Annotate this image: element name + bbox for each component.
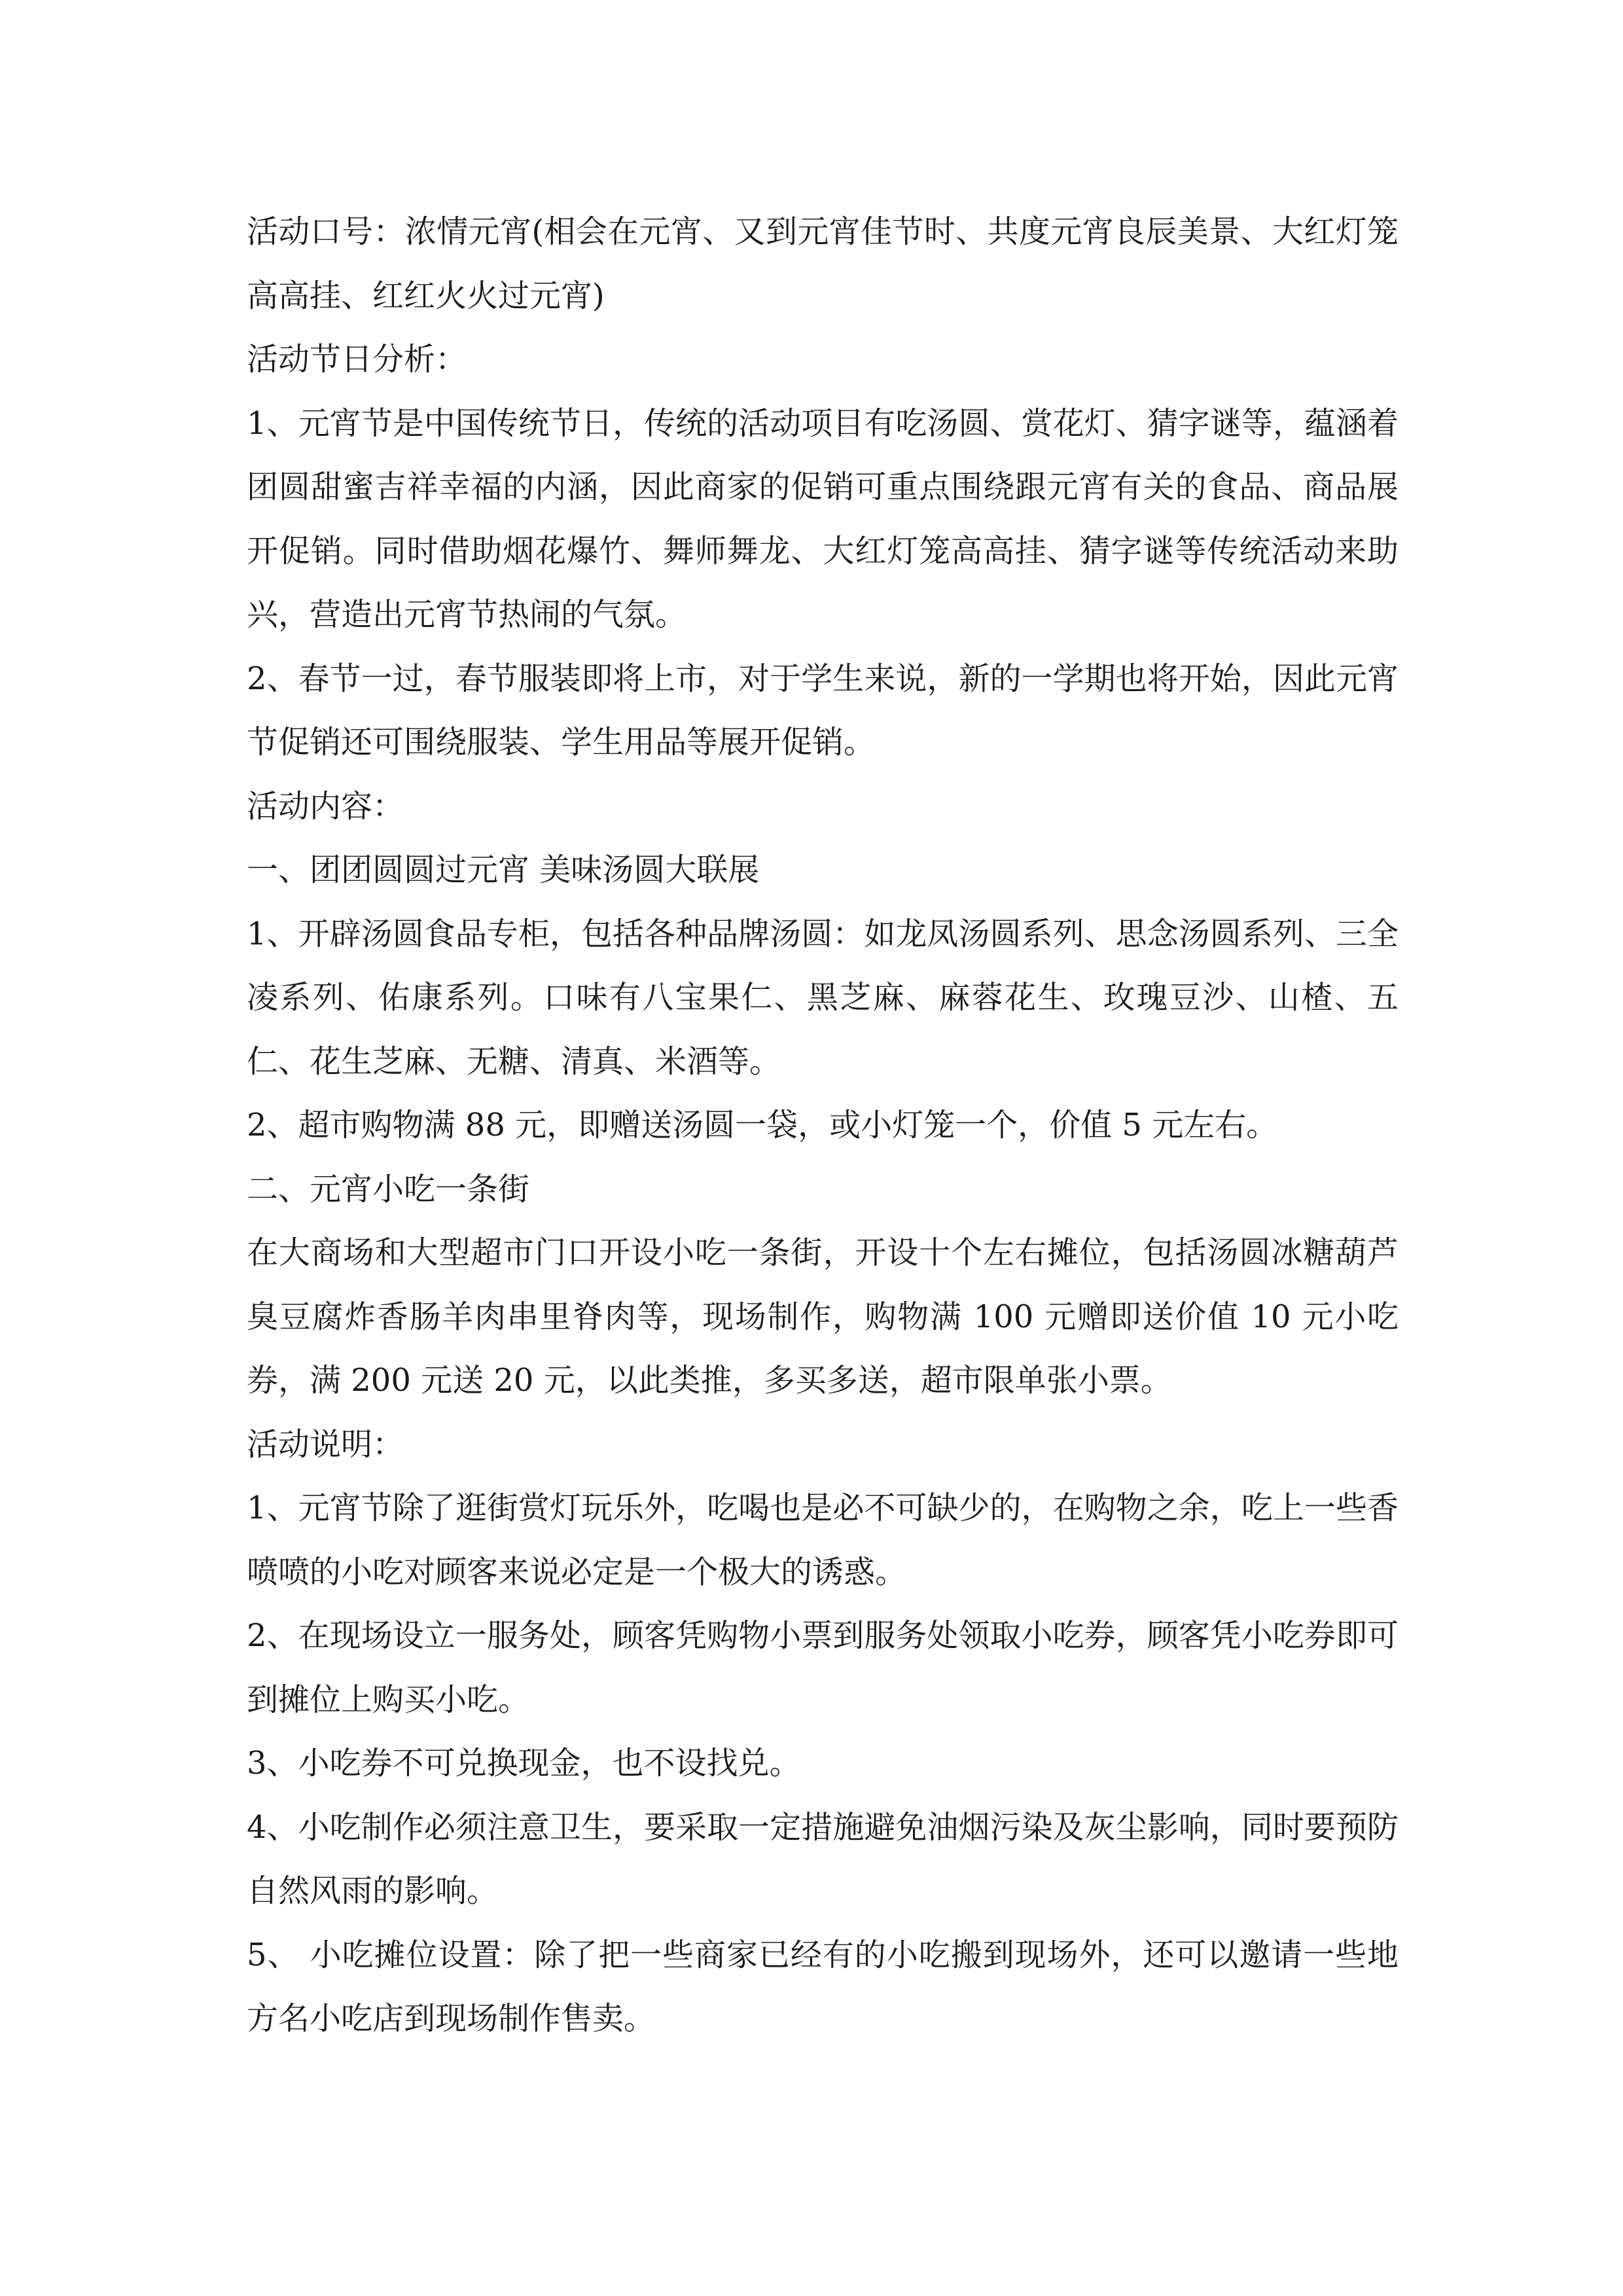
document-body: [247, 200, 1399, 2051]
activity-slogan-paragraph: 活动口号：浓情元宵(相会在元宵、又到元宵佳节时、共度元宵良辰美景、大红灯笼高高挂、红红火火过元宵): [247, 213, 1399, 314]
section-two-body: 在大商场和大型超市门口开设小吃一条街，开设十个左右摊位，包括汤圆冰糖葫芦臭豆腐炸香肠羊肉串里脊肉等，现场制作，购物满 100 元赠即送价值 10 元小吃券，满 200 元送 20 元，以此类推，多买多送，超市限单张小票。: [247, 1234, 1399, 1399]
notes-item-3: 3、小吃券不可兑换现金，也不设找兑。: [247, 1745, 801, 1782]
notes-item-4: 4、小吃制作必须注意卫生，要采取一定措施避免油烟污染及灰尘影响，同时要预防自然风雨的影响。: [247, 1808, 1399, 1909]
festival-analysis-heading: 活动节日分析：: [247, 341, 467, 378]
notes-item-2: 2、在现场设立一服务处，顾客凭购物小票到服务处领取小吃券，顾客凭小吃券即可到摊位上购买小吃。: [247, 1617, 1399, 1718]
notes-item-1: 1、元宵节除了逛街赏灯玩乐外，吃喝也是必不可缺少的，在购物之余，吃上一些香喷喷的小吃对顾客来说必定是一个极大的诱惑。: [247, 1490, 1399, 1590]
analysis-item-2: 2、春节一过，春节服装即将上市，对于学生来说，新的一学期也将开始，因此元宵节促销还可围绕服装、学生用品等展开促销。: [247, 660, 1399, 761]
analysis-item-1: 1、元宵节是中国传统节日，传统的活动项目有吃汤圆、赏花灯、猜字谜等，蕴涵着团圆甜蜜吉祥幸福的内涵，因此商家的促销可重点围绕跟元宵有关的食品、商品展开促销。同时借助烟花爆竹、舞师舞龙、大红灯笼高高挂、猜字谜等传统活动来助兴，营造出元宵节热闹的气氛。: [247, 404, 1399, 633]
section-two-heading: 二、元宵小吃一条街: [247, 1170, 530, 1208]
section-one-heading: 一、团团圆圆过元宵 美味汤圆大联展: [247, 852, 760, 888]
activity-notes-heading: 活动说明：: [247, 1426, 404, 1463]
section-one-item-2: 2、超市购物满 88 元，即赠送汤圆一袋，或小灯笼一个，价值 5 元左右。: [247, 1107, 1278, 1143]
activity-content-heading: 活动内容：: [247, 787, 404, 825]
section-one-item-1: 1、开辟汤圆食品专柜，包括各种品牌汤圆：如龙凤汤圆系列、思念汤圆系列、三全凌系列、佑康系列。口味有八宝果仁、黑芝麻、麻蓉花生、玫瑰豆沙、山楂、五仁、花生芝麻、无糖、清真、米酒等。: [247, 915, 1399, 1080]
notes-item-5: 5、 小吃摊位设置：除了把一些商家已经有的小吃搬到现场外，还可以邀请一些地方名小吃店到现场制作售卖。: [247, 1936, 1399, 2037]
